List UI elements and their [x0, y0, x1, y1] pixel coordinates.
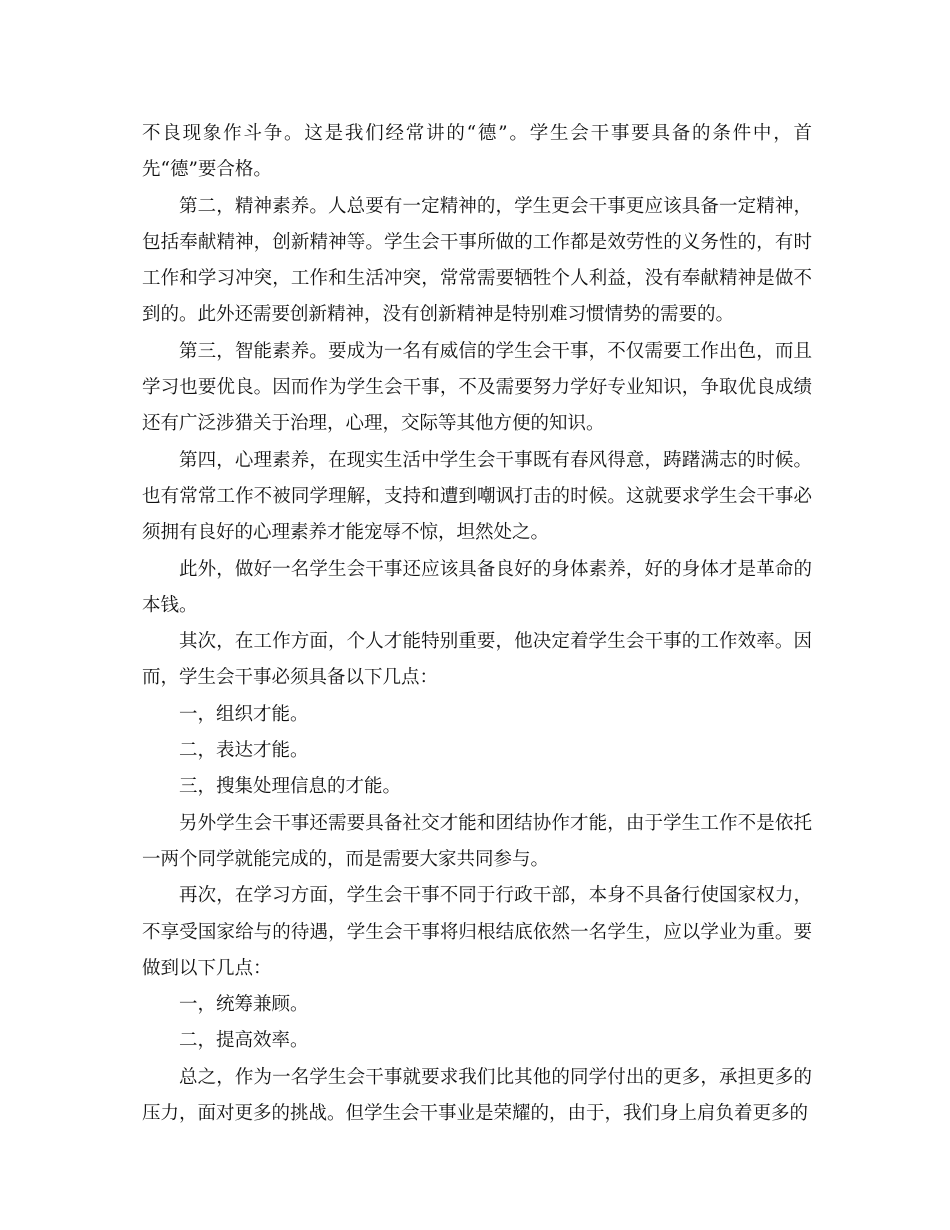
list-item: 一，统筹兼顾。 [179, 994, 309, 1016]
list-item: 二，表达才能。 [179, 740, 309, 762]
paragraph-continuation: 不良现象作斗争。这是我们经常讲的“德”。学生会干事要具备的条件中，首先“德”要合格。 [142, 123, 812, 181]
paragraph-social-skills: 另外学生会干事还需要具备社交才能和团结协作才能，由于学生工作不是依托一两个同学就能完成的，而是需要大家共同参与。 [142, 812, 812, 870]
paragraph-study-aspect: 再次，在学习方面，学生会干事不同于行政干部，本身不具备行使国家权力，不享受国家给与的待遇，学生会干事将归根结底依然一名学生，应以学业为重。要做到以下几点： [142, 885, 812, 979]
list-item: 一，组织才能。 [179, 703, 309, 725]
list-item: 三，搜集处理信息的才能。 [179, 776, 402, 798]
paragraph-psychology-quality: 第四，心理素养，在现实生活中学生会干事既有春风得意，踌躇满志的时候。也有常常工作不被同学理解，支持和遭到嘲讽打击的时候。这就要求学生会干事必须拥有良好的心理素养才能宠辱不惊，坦然处之。 [142, 449, 812, 544]
paragraph-spirit-quality: 第二，精神素养。人总要有一定精神的，学生更会干事更应该具备一定精神，包括奉献精神，创新精神等。学生会干事所做的工作都是效劳性的义务性的，有时工作和学习冲突，工作和生活冲突，常常需要牺牲个人利益，没有奉献精神是做不到的。此外还需要创新精神，没有创新精神是特别难习惯情势的需要的。 [142, 195, 812, 326]
paragraph-physical-quality: 此外，做好一名学生会干事还应该具备良好的身体素养，好的身体才是革命的本钱。 [142, 558, 812, 616]
paragraph-work-abilities: 其次，在工作方面，个人才能特别重要，他决定着学生会干事的工作效率。因而，学生会干事必须具备以下几点： [142, 631, 812, 689]
paragraph-conclusion: 总之，作为一名学生会干事就要求我们比其他的同学付出的更多，承担更多的压力，面对更多的挑战。但学生会干事业是荣耀的，由于，我们身上肩负着更多的 [142, 1066, 812, 1125]
list-item: 二，提高效率。 [179, 1030, 309, 1052]
paragraph-intellect-quality: 第三，智能素养。要成为一名有威信的学生会干事，不仅需要工作出色，而且学习也要优良。因而作为学生会干事，不及需要努力学好专业知识，争取优良成绩还有广泛涉猎关于治理，心理，交际等其他方便的知识。 [142, 340, 812, 435]
document-body [142, 116, 812, 1132]
